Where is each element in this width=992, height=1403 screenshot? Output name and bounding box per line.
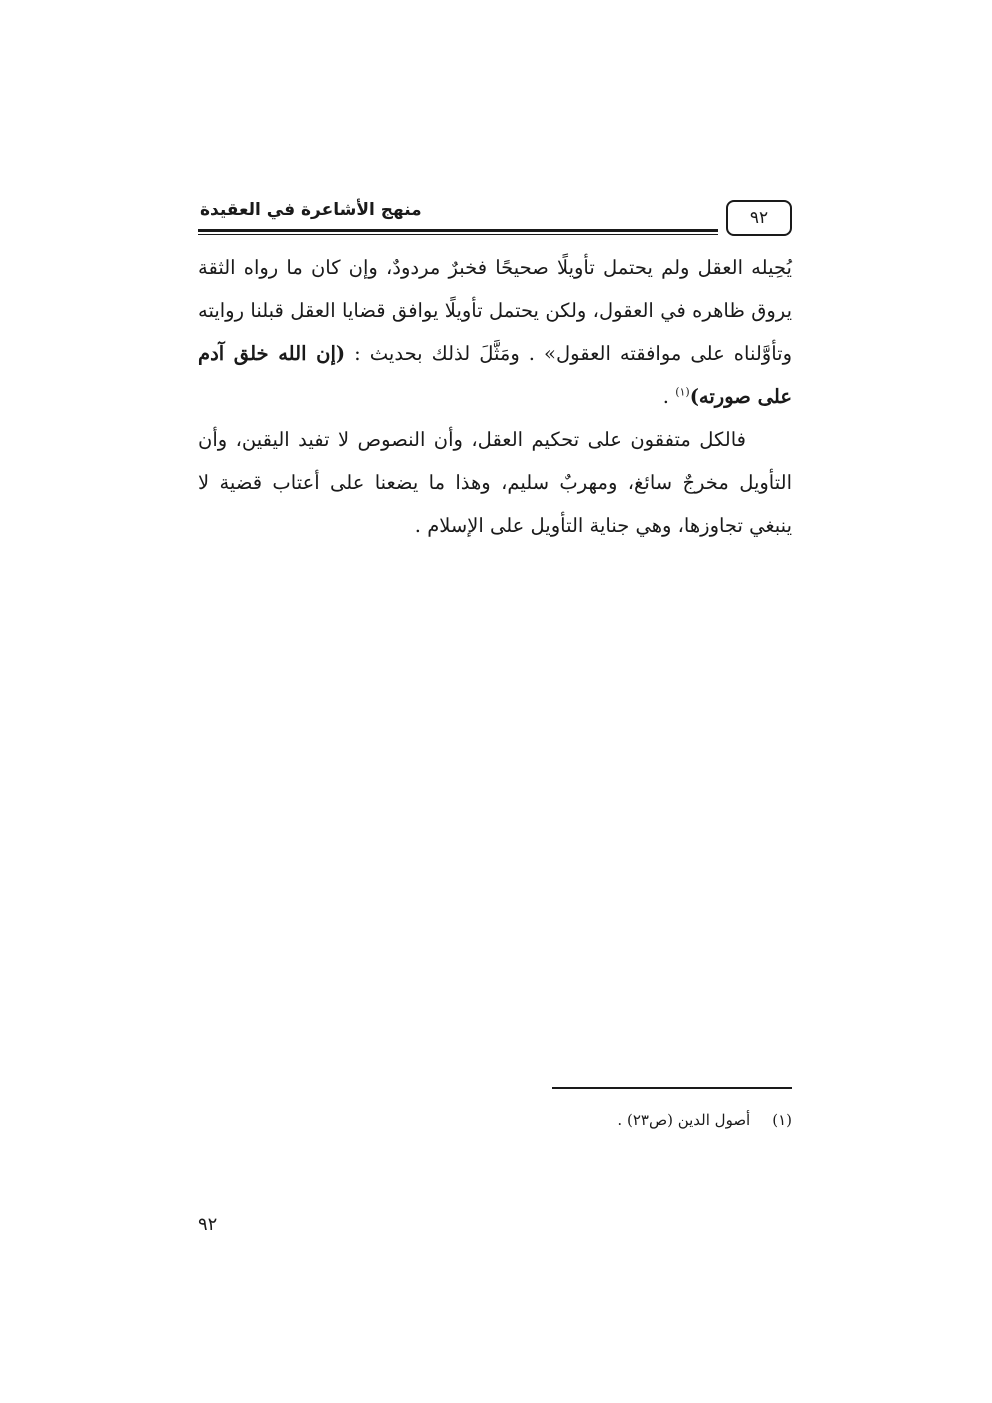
running-header xyxy=(198,196,792,238)
footnote-rule xyxy=(552,1087,792,1089)
paragraph-1-end: . xyxy=(662,385,676,408)
footnote-number: (١) xyxy=(772,1111,792,1129)
header-page-number: ٩٢ xyxy=(749,208,769,228)
header-page-number-box xyxy=(726,200,792,236)
body-text xyxy=(198,246,792,547)
footer-page-number: ٩٢ xyxy=(198,1214,218,1235)
running-title: منهج الأشاعرة في العقيدة xyxy=(200,200,422,220)
footnote-text: أصول الدين (ص٢٣) . xyxy=(617,1111,751,1129)
header-rule-thick xyxy=(198,229,718,232)
paragraph-1-text: يُحِيله العقل ولم يحتمل تأويلًا صحيحًا فخبرٌ مردودٌ، وإن كان ما رواه الثقة يروق ظاهره في العقول، ولكن يحتمل تأويلًا يوافق قضايا العقل قبلنا روايته وتأوَّلناه على موافقته العقول» . ومَثَّلَ لذلك بحديث : xyxy=(198,256,792,365)
footnote xyxy=(392,1106,792,1134)
footnote-reference: (١) xyxy=(675,385,690,399)
paragraph-2: فالكل متفقون على تحكيم العقل، وأن النصوص لا تفيد اليقين، وأن التأويل مخرجٌ سائغ، ومهربٌ سليم، وهذا ما يضعنا على أعتاب قضية لا ينبغي تجاوزها، وهي جناية التأويل على الإسلام . xyxy=(198,428,792,537)
header-rule-thin xyxy=(198,234,718,235)
paragraph-1 xyxy=(198,246,792,418)
hadith-quote: (إن الله خلق آدم على صورته) xyxy=(198,342,792,408)
